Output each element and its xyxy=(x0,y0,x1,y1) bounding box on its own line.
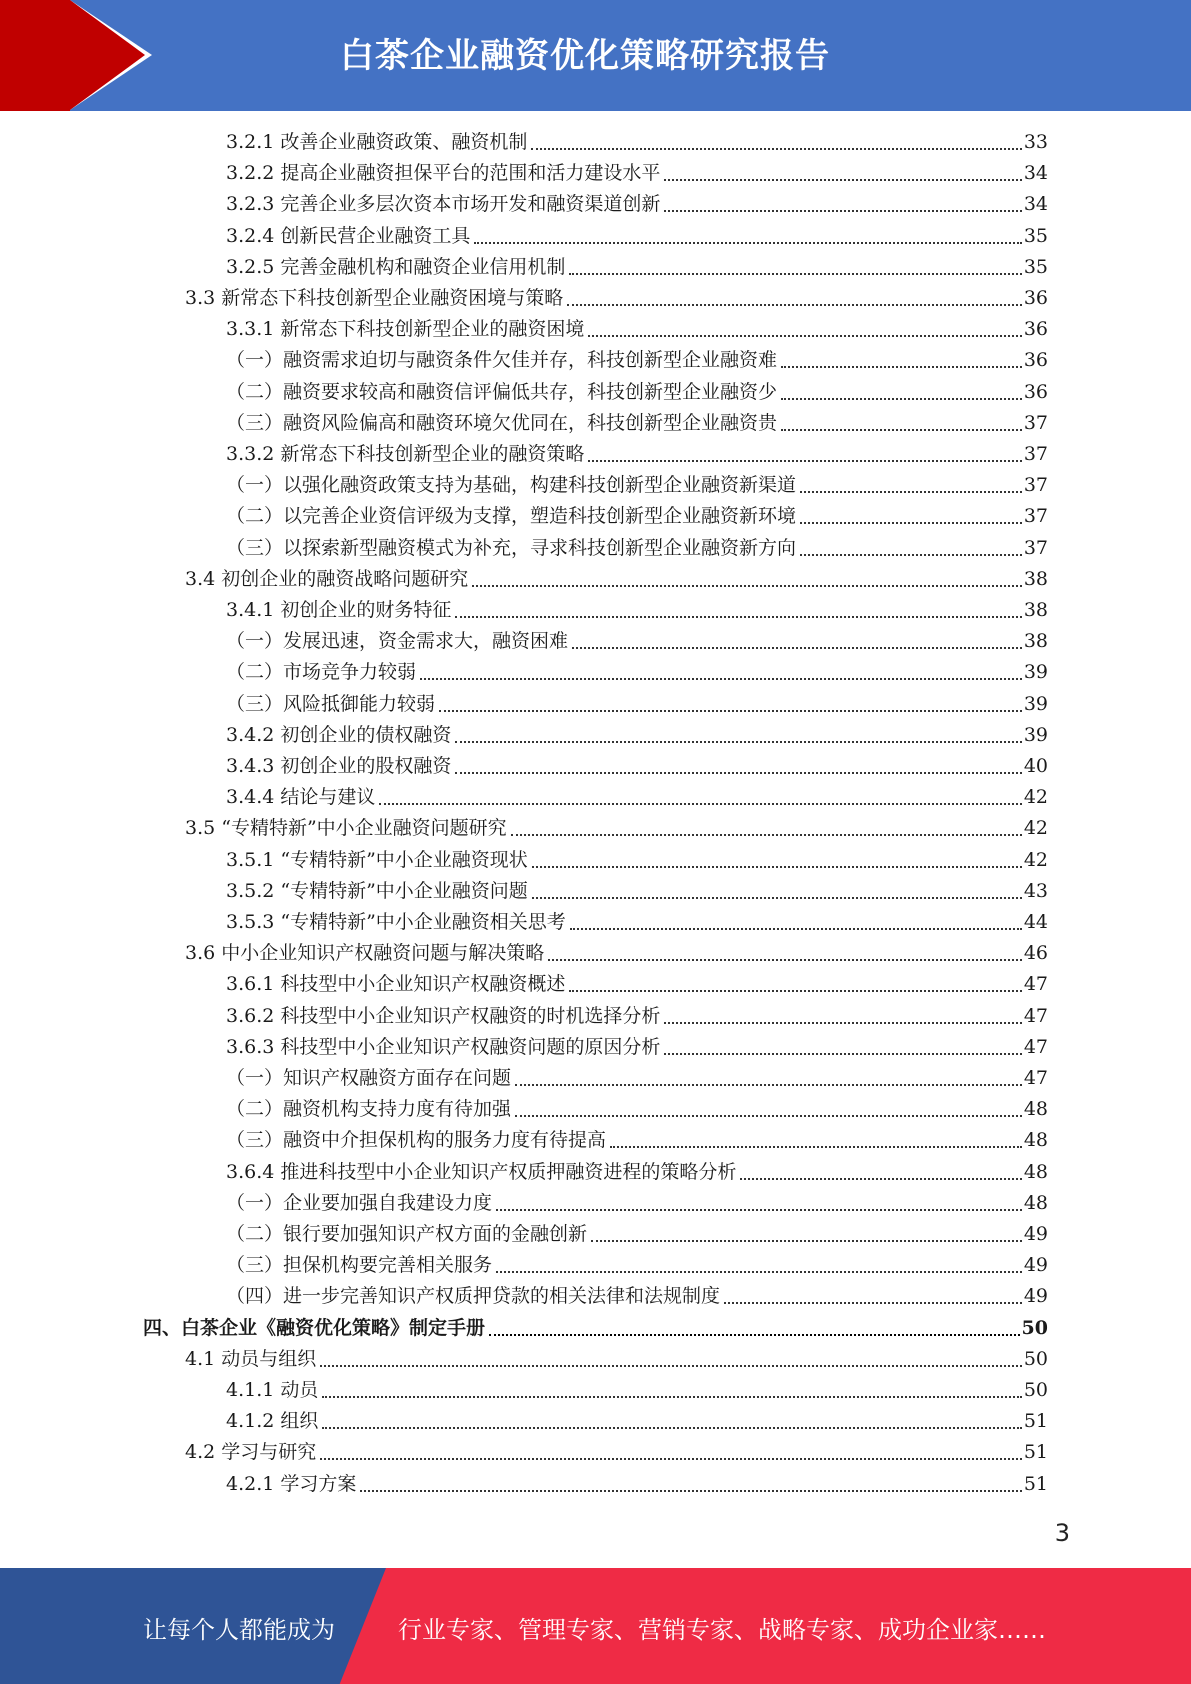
toc-entry-title: （三）融资中介担保机构的服务力度有待提高 xyxy=(226,1129,607,1152)
toc-entry[interactable] xyxy=(226,158,1048,189)
toc-entry[interactable] xyxy=(226,689,1048,720)
toc-entry-page: 36 xyxy=(1023,380,1048,403)
toc-dot-leader xyxy=(800,522,1022,524)
toc-entry-page: 46 xyxy=(1023,942,1048,965)
toc-dot-leader xyxy=(455,772,1021,774)
toc-entry-page: 48 xyxy=(1023,1129,1048,1152)
toc-entry-title: 4.1.2 组织 xyxy=(226,1410,319,1433)
toc-dot-leader xyxy=(489,1334,1020,1336)
toc-entry-title: （三）融资风险偏高和融资环境欠优同在，科技创新型企业融资贵 xyxy=(226,411,778,434)
toc-entry[interactable] xyxy=(226,314,1048,345)
toc-entry-title: 3.6.3 科技型中小企业知识产权融资问题的原因分析 xyxy=(226,1035,661,1058)
toc-entry[interactable] xyxy=(226,1406,1048,1437)
page-header xyxy=(0,0,1191,111)
toc-dot-leader xyxy=(515,1084,1022,1086)
toc-entry[interactable] xyxy=(226,1219,1048,1250)
toc-entry-page: 47 xyxy=(1023,1035,1048,1058)
toc-entry[interactable] xyxy=(226,969,1048,1000)
toc-entry-page: 35 xyxy=(1023,224,1048,247)
toc-entry-title: 3.5.2 “专精特新”中小企业融资问题 xyxy=(226,879,528,902)
toc-entry[interactable] xyxy=(226,345,1048,376)
toc-entry-title: 3.6.2 科技型中小企业知识产权融资的时机选择分析 xyxy=(226,1004,661,1027)
toc-entry[interactable] xyxy=(226,377,1048,408)
toc-dot-leader xyxy=(740,1178,1021,1180)
toc-entry-page: 36 xyxy=(1023,318,1048,341)
toc-dot-leader xyxy=(455,616,1021,618)
toc-dot-leader xyxy=(588,460,1021,462)
toc-dot-leader xyxy=(800,491,1022,493)
toc-dot-leader xyxy=(610,1146,1022,1148)
toc-entry-page: 37 xyxy=(1023,536,1048,559)
footer-slogan-right: 行业专家、管理专家、营销专家、战略专家、成功企业家…… xyxy=(398,1616,1046,1644)
toc-entry-page: 37 xyxy=(1023,411,1048,434)
toc-entry[interactable] xyxy=(226,1250,1048,1281)
toc-entry[interactable] xyxy=(226,845,1048,876)
toc-dot-leader xyxy=(567,304,1022,306)
toc-entry-page: 50 xyxy=(1023,1347,1048,1370)
toc-entry-page: 51 xyxy=(1023,1441,1048,1464)
toc-entry-title: （三）以探索新型融资模式为补充，寻求科技创新型企业融资新方向 xyxy=(226,536,797,559)
toc-entry-page: 43 xyxy=(1023,879,1048,902)
toc-entry[interactable] xyxy=(226,1001,1048,1032)
toc-entry-title: （二）以完善企业资信评级为支撑，塑造科技创新型企业融资新环境 xyxy=(226,505,797,528)
toc-entry[interactable] xyxy=(185,564,1048,595)
toc-dot-leader xyxy=(781,429,1022,431)
toc-entry-title: 3.6 中小企业知识产权融资问题与解决策略 xyxy=(185,942,545,965)
toc-entry-page: 47 xyxy=(1023,1067,1048,1089)
toc-entry-title: （一）以强化融资政策支持为基础，构建科技创新型企业融资新渠道 xyxy=(226,474,797,497)
header-red-block xyxy=(0,0,70,111)
toc-entry-page: 49 xyxy=(1023,1285,1048,1308)
page-number: 3 xyxy=(1054,1519,1070,1547)
footer-slogan-left: 让每个人都能成为 xyxy=(143,1616,335,1644)
toc-entry[interactable] xyxy=(185,283,1048,314)
toc-entry-title: 4.1 动员与组织 xyxy=(185,1347,317,1370)
toc-entry-title: 3.3.2 新常态下科技创新型企业的融资策略 xyxy=(226,443,585,465)
toc-entry-title: 3.3.1 新常态下科技创新型企业的融资困境 xyxy=(226,318,585,341)
toc-entry-page: 42 xyxy=(1023,848,1048,871)
page-footer xyxy=(0,1568,1191,1684)
toc-entry[interactable] xyxy=(185,1437,1048,1468)
toc-entry-page: 38 xyxy=(1023,567,1048,590)
toc-entry[interactable] xyxy=(226,876,1048,907)
toc-entry-title: 4.2 学习与研究 xyxy=(185,1441,317,1464)
toc-dot-leader xyxy=(724,1302,1022,1304)
toc-dot-leader xyxy=(515,1115,1022,1117)
toc-entry-page: 36 xyxy=(1023,349,1048,372)
toc-dot-leader xyxy=(591,1240,1022,1242)
toc-dot-leader xyxy=(532,897,1022,899)
toc-entry[interactable] xyxy=(226,1188,1048,1219)
toc-entry-page: 48 xyxy=(1023,1098,1048,1121)
toc-entry[interactable] xyxy=(226,439,1048,470)
toc-dot-leader xyxy=(570,928,1022,930)
toc-entry-page: 35 xyxy=(1023,255,1048,278)
toc-entry-title: 3.6.1 科技型中小企业知识产权融资概述 xyxy=(226,973,566,996)
toc-dot-leader xyxy=(569,273,1021,275)
toc-dot-leader xyxy=(664,210,1021,212)
toc-entry[interactable] xyxy=(226,221,1048,252)
toc-dot-leader xyxy=(474,242,1021,244)
header-arrow-red-icon xyxy=(70,0,145,110)
toc-entry-title: （三）风险抵御能力较弱 xyxy=(226,692,436,715)
toc-entry-title: 3.2.3 完善企业多层次资本市场开发和融资渠道创新 xyxy=(226,193,661,216)
toc-entry-page: 51 xyxy=(1023,1472,1048,1495)
toc-entry-page: 34 xyxy=(1023,162,1048,185)
toc-dot-leader xyxy=(439,710,1022,712)
toc-dot-leader xyxy=(322,1427,1021,1429)
toc-entry-page: 50 xyxy=(1023,1379,1048,1401)
toc-entry-page: 36 xyxy=(1023,287,1048,309)
toc-entry-title: （一）融资需求迫切与融资条件欠佳并存，科技创新型企业融资难 xyxy=(226,349,778,372)
toc-entry-page: 37 xyxy=(1023,505,1048,528)
toc-dot-leader xyxy=(532,866,1022,868)
toc-entry[interactable] xyxy=(226,127,1048,158)
toc-entry-title: 3.5.3 “专精特新”中小企业融资相关思考 xyxy=(226,911,566,933)
toc-entry[interactable] xyxy=(226,470,1048,501)
toc-dot-leader xyxy=(322,1396,1021,1398)
toc-dot-leader xyxy=(496,1271,1022,1273)
toc-dot-leader xyxy=(664,1053,1021,1055)
toc-dot-leader xyxy=(455,741,1021,743)
toc-entry[interactable] xyxy=(226,595,1048,626)
toc-entry-title: （二）融资要求较高和融资信评偏低共存，科技创新型企业融资少 xyxy=(226,380,778,403)
toc-entry[interactable] xyxy=(185,938,1048,969)
toc-entry[interactable] xyxy=(226,1375,1048,1406)
toc-dot-leader xyxy=(420,678,1022,680)
toc-entry-title: 3.2.5 完善金融机构和融资企业信用机制 xyxy=(226,255,566,278)
toc-entry[interactable] xyxy=(226,1281,1048,1312)
toc-entry[interactable] xyxy=(226,782,1048,813)
toc-entry-title: 3.4 初创企业的融资战略问题研究 xyxy=(185,567,469,590)
toc-dot-leader xyxy=(360,1490,1021,1492)
toc-entry-title: 3.6.4 推进科技型中小企业知识产权质押融资进程的策略分析 xyxy=(226,1160,737,1183)
toc-dot-leader xyxy=(531,148,1021,150)
toc-dot-leader xyxy=(781,398,1022,400)
toc-entry[interactable] xyxy=(143,1313,1048,1344)
toc-dot-leader xyxy=(588,335,1021,337)
toc-entry-title: 3.4.3 初创企业的股权融资 xyxy=(226,755,452,777)
toc-entry-title: 3.2.4 创新民营企业融资工具 xyxy=(226,224,471,247)
toc-entry-page: 44 xyxy=(1023,911,1048,933)
toc-entry-page: 33 xyxy=(1023,131,1048,153)
toc-entry-title: （二）银行要加强知识产权方面的金融创新 xyxy=(226,1223,588,1245)
toc-entry-title: 3.3 新常态下科技创新型企业融资困境与策略 xyxy=(185,287,564,309)
toc-entry[interactable] xyxy=(226,501,1048,532)
toc-entry-title: 4.1.1 动员 xyxy=(226,1379,319,1401)
toc-entry[interactable] xyxy=(226,657,1048,688)
toc-entry[interactable] xyxy=(226,720,1048,751)
toc-entry-page: 39 xyxy=(1023,661,1048,684)
toc-entry[interactable] xyxy=(185,1344,1048,1375)
toc-entry[interactable] xyxy=(226,626,1048,657)
toc-entry[interactable] xyxy=(226,907,1048,938)
toc-entry-title: 3.5.1 “专精特新”中小企业融资现状 xyxy=(226,848,528,871)
toc-entry[interactable] xyxy=(226,751,1048,782)
toc-entry[interactable] xyxy=(226,1157,1048,1188)
toc-entry-title: （二）融资机构支持力度有待加强 xyxy=(226,1098,512,1121)
toc-entry[interactable] xyxy=(226,408,1048,439)
toc-dot-leader xyxy=(800,554,1022,556)
toc-entry-title: 3.2.2 提高企业融资担保平台的范围和活力建设水平 xyxy=(226,162,661,185)
toc-entry[interactable] xyxy=(226,1032,1048,1063)
toc-entry-title: （四）进一步完善知识产权质押贷款的相关法律和法规制度 xyxy=(226,1285,721,1308)
toc-entry-title: （一）知识产权融资方面存在问题 xyxy=(226,1067,512,1089)
toc-entry-title: 3.4.1 初创企业的财务特征 xyxy=(226,599,452,621)
toc-entry-title: 3.2.1 改善企业融资政策、融资机制 xyxy=(226,131,528,153)
toc-dot-leader xyxy=(664,1022,1021,1024)
report-title: 白茶企业融资优化策略研究报告 xyxy=(340,36,830,76)
toc-entry-page: 47 xyxy=(1023,973,1048,996)
toc-entry-page: 34 xyxy=(1023,193,1048,216)
toc-entry[interactable] xyxy=(226,1469,1048,1500)
toc-entry-page: 42 xyxy=(1023,817,1048,840)
toc-entry-page: 42 xyxy=(1023,786,1048,809)
toc-entry[interactable] xyxy=(226,1125,1048,1156)
toc-entry-title: 3.4.2 初创企业的债权融资 xyxy=(226,723,452,746)
toc-entry[interactable] xyxy=(226,1063,1048,1094)
toc-entry-page: 39 xyxy=(1023,692,1048,715)
toc-entry-title: （三）担保机构要完善相关服务 xyxy=(226,1254,493,1277)
toc-entry-title: 四、白茶企业《融资优化策略》制定手册 xyxy=(143,1316,486,1339)
toc-entry-page: 37 xyxy=(1023,443,1048,465)
toc-entry[interactable] xyxy=(226,533,1048,564)
toc-entry-page: 38 xyxy=(1023,599,1048,621)
toc-dot-leader xyxy=(569,990,1021,992)
toc-entry-title: （一）发展迅速，资金需求大，融资困难 xyxy=(226,630,569,653)
toc-entry-page: 47 xyxy=(1023,1004,1048,1027)
toc-dot-leader xyxy=(664,179,1021,181)
toc-dot-leader xyxy=(781,366,1022,368)
toc-dot-leader xyxy=(511,834,1022,836)
toc-dot-leader xyxy=(548,959,1022,961)
toc-entry-page: 50 xyxy=(1021,1316,1048,1339)
toc-dot-leader xyxy=(572,647,1022,649)
toc-entry[interactable] xyxy=(226,252,1048,283)
toc-dot-leader xyxy=(379,803,1021,805)
toc-entry[interactable] xyxy=(226,1094,1048,1125)
toc-entry-page: 48 xyxy=(1023,1160,1048,1183)
toc-entry-page: 38 xyxy=(1023,630,1048,653)
toc-entry-title: 4.2.1 学习方案 xyxy=(226,1472,357,1495)
toc-entry-title: 3.4.4 结论与建议 xyxy=(226,786,376,809)
toc-entry-page: 37 xyxy=(1023,474,1048,497)
toc-dot-leader xyxy=(320,1365,1022,1367)
toc-entry-title: （二）市场竞争力较弱 xyxy=(226,661,417,684)
toc-entry-title: （一）企业要加强自我建设力度 xyxy=(226,1191,493,1214)
toc-dot-leader xyxy=(496,1209,1022,1211)
toc-entry-title: 3.5 “专精特新”中小企业融资问题研究 xyxy=(185,817,507,840)
toc-entry-page: 51 xyxy=(1023,1410,1048,1433)
toc-entry[interactable] xyxy=(185,813,1048,844)
toc-entry-page: 49 xyxy=(1023,1254,1048,1277)
toc-dot-leader xyxy=(320,1458,1022,1460)
toc-entry-page: 48 xyxy=(1023,1191,1048,1214)
toc-entry[interactable] xyxy=(226,189,1048,220)
toc-entry-page: 39 xyxy=(1023,723,1048,746)
toc-entry-page: 49 xyxy=(1023,1223,1048,1245)
toc-entry-page: 40 xyxy=(1023,755,1048,777)
toc-dot-leader xyxy=(472,585,1022,587)
